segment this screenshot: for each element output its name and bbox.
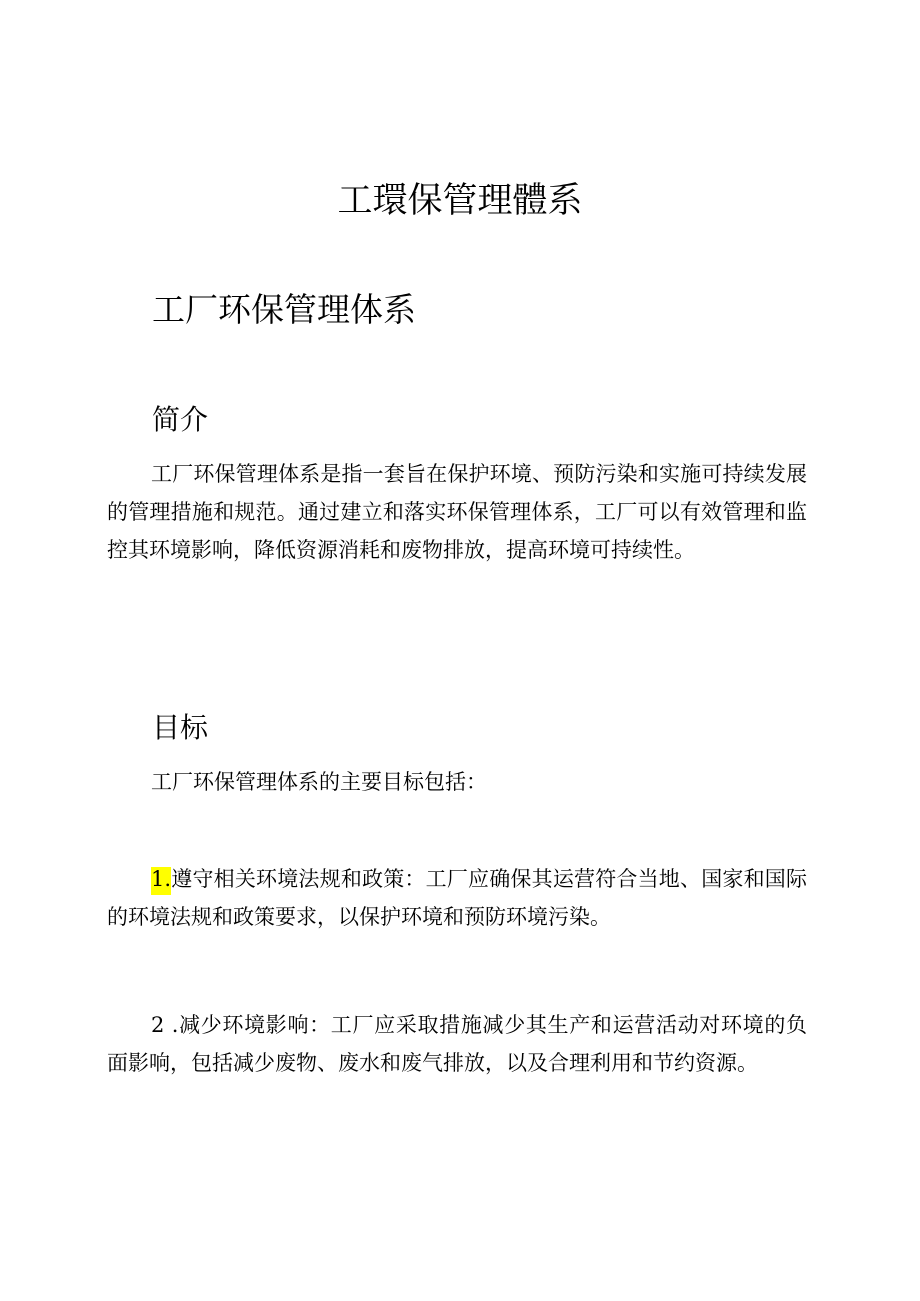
goal-item-2-text: 减少环境影响：工厂应采取措施减少其生产和运营活动对环境的负面影响，包括减少废物、废水和废气排放，以及合理利用和节约资源。 — [107, 1013, 807, 1075]
goals-lead-paragraph: 工厂环保管理体系的主要目标包括： — [151, 770, 487, 794]
intro-heading: 简介 — [152, 403, 209, 436]
goal-item-1 — [107, 860, 807, 936]
goal-item-2-number: 2 . — [151, 1013, 179, 1037]
main-heading: 工厂环保管理体系 — [152, 290, 416, 329]
goal-item-1-number: 1. — [151, 867, 171, 895]
goal-item-2 — [107, 1006, 807, 1082]
goal-item-1-text: 遵守相关环境法规和政策：工厂应确保其运营符合当地、国家和国际的环境法规和政策要求，以保护环境和预防环境污染。 — [107, 867, 807, 929]
goals-heading: 目标 — [152, 711, 209, 744]
intro-paragraph: 工厂环保管理体系是指一套旨在保护环境、预防污染和实施可持续发展的管理措施和规范。通过建立和落实环保管理体系，工厂可以有效管理和监控其环境影响，降低资源消耗和废物排放，提高环境可持续性。 — [107, 462, 807, 562]
document-title: 工環保管理體系 — [337, 181, 583, 221]
